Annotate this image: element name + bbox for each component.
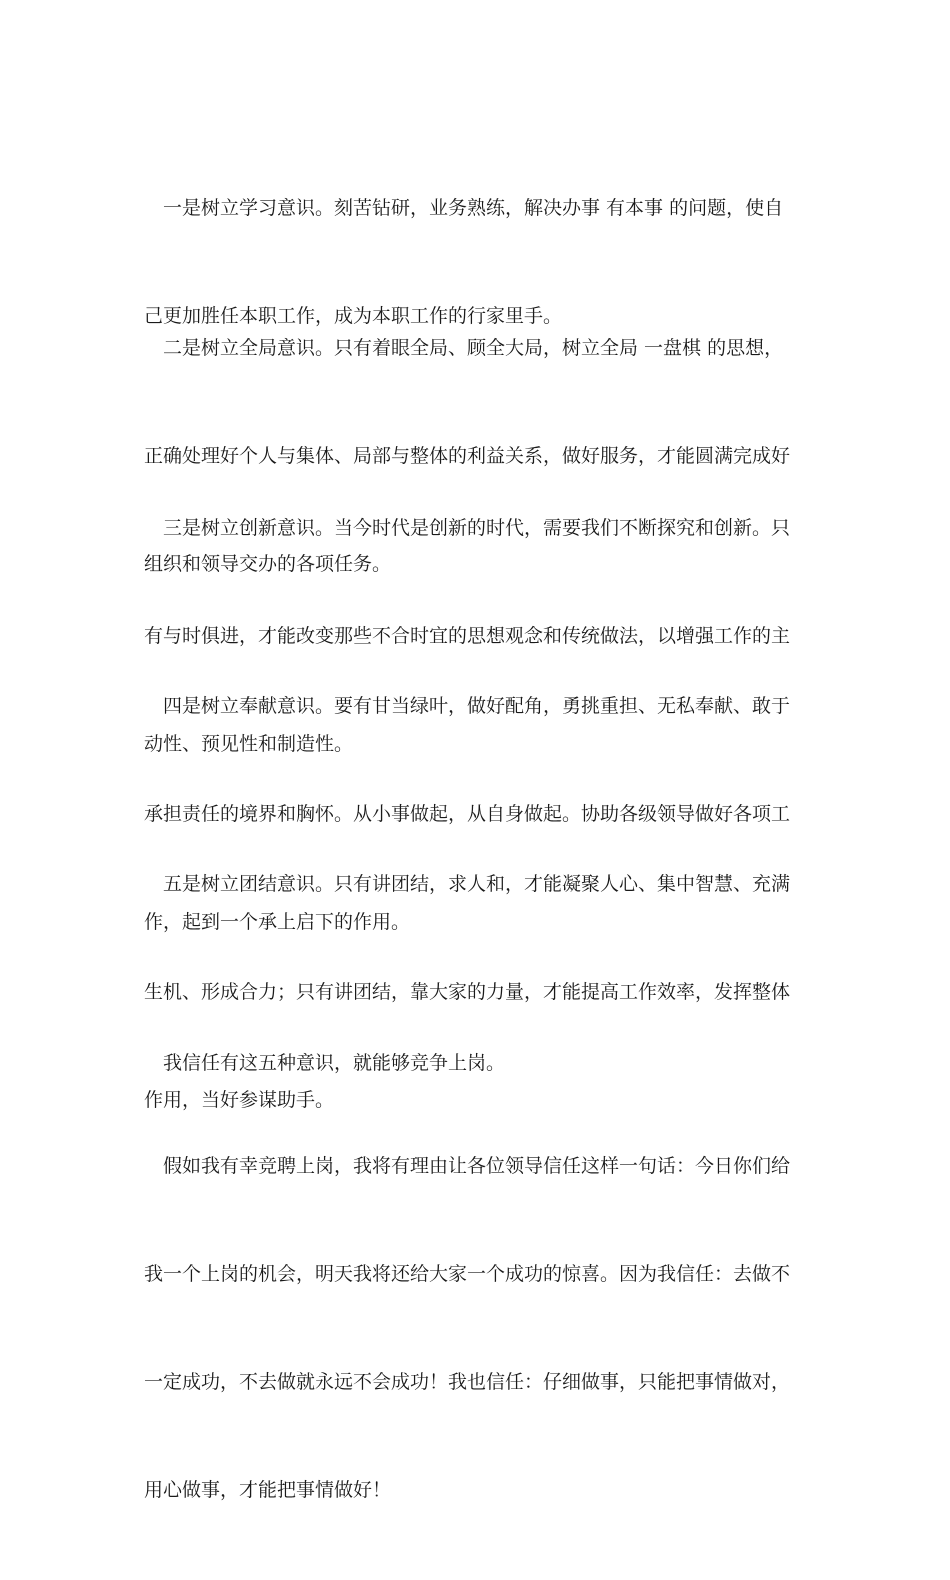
paragraph-line: 动性、预见性和制造性。 [144,733,354,755]
paragraph-closing-pledge [144,1076,808,1580]
paragraph-line: 我一个上岗的机会，明天我将还给大家一个成功的惊喜。因为我信任：去做不 [144,1263,791,1285]
paragraph-line: 假如我有幸竞聘上岗，我将有理由让各位领导信任这样一句话：今日你们给 [144,1155,791,1177]
paragraph-line: 一是树立学习意识。刻苦钻研，业务熟练，解决办事 有本事 的问题，使自 [144,197,784,219]
paragraph-line: 五是树立团结意识。只有讲团结，求人和，才能凝聚人心、集中智慧、充满 [144,873,791,895]
paragraph-line: 我信任有这五种意识，就能够竞争上岗。 [144,1052,506,1074]
paragraph-line: 正确处理好个人与集体、局部与整体的利益关系，做好服务，才能圆满完成好 [144,445,791,467]
paragraph-line: 三是树立创新意识。当今时代是创新的时代，需要我们不断探究和创新。只 [144,517,791,539]
paragraph-line: 有与时俱进，才能改变那些不合时宜的思想观念和传统做法，以增强工作的主 [144,625,791,647]
paragraph-line: 己更加胜任本职工作，成为本职工作的行家里手。 [144,305,563,327]
paragraph-line: 用心做事，才能把事情做好！ [144,1479,392,1501]
paragraph-line: 四是树立奉献意识。要有甘当绿叶，做好配角，勇挑重担、无私奉献、敢于 [144,695,791,717]
paragraph-line: 二是树立全局意识。只有着眼全局、顾全大局，树立全局 一盘棋 的思想， [144,337,784,359]
paragraph-line: 作用，当好参谋助手。 [144,1089,335,1111]
paragraph-line: 作，起到一个承上启下的作用。 [144,911,411,933]
paragraph-line: 组织和领导交办的各项任务。 [144,553,392,575]
paragraph-line: 承担责任的境界和胸怀。从小事做起，从自身做起。协助各级领导做好各项工 [144,803,791,825]
paragraph-line: 一定成功，不去做就永远不会成功！我也信任：仔细做事，只能把事情做对， [144,1371,791,1393]
paragraph-line: 生机、形成合力；只有讲团结，靠大家的力量，才能提高工作效率，发挥整体 [144,981,791,1003]
